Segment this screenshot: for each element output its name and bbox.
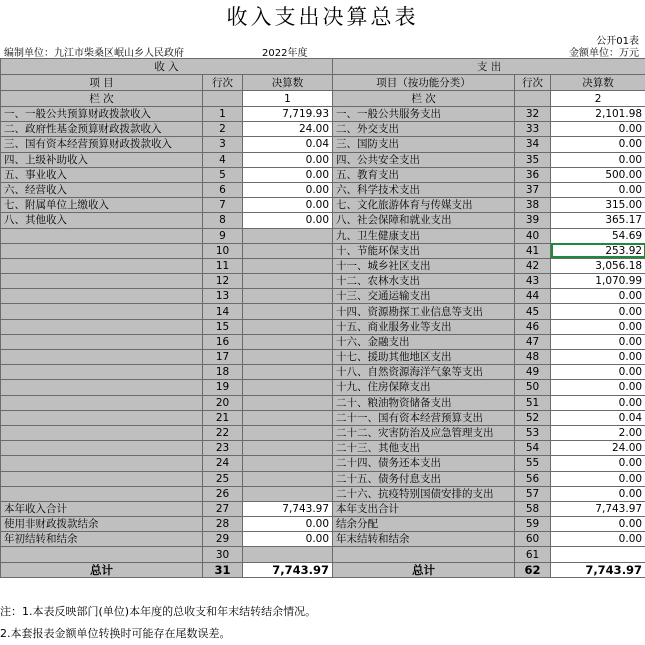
expense-row-no-cell[interactable]: 50 <box>515 380 551 395</box>
income-item-cell[interactable] <box>1 486 203 501</box>
expense-amount-cell[interactable]: 0.00 <box>551 365 645 380</box>
expense-item-cell[interactable]: 七、文化旅游体育与传媒支出 <box>333 198 515 213</box>
table-row <box>1 182 645 197</box>
expense-item-cell[interactable]: 十一、城乡社区支出 <box>333 258 515 273</box>
income-amount-cell[interactable] <box>243 380 333 395</box>
income-row-no-cell[interactable]: 8 <box>203 213 243 228</box>
expense-item-cell[interactable]: 十五、商业服务业等支出 <box>333 319 515 334</box>
income-row-no-cell[interactable]: 12 <box>203 274 243 289</box>
expense-amount-cell[interactable]: 7,743.97 <box>551 562 645 577</box>
income-row-no-cell[interactable]: 2 <box>203 122 243 137</box>
expense-row-no-header: 行次 <box>515 75 551 91</box>
income-row-no-cell[interactable]: 13 <box>203 289 243 304</box>
table-row <box>1 456 645 471</box>
expense-amount-cell[interactable]: 0.00 <box>551 471 645 486</box>
expense-row-no-cell[interactable]: 41 <box>515 243 551 258</box>
income-row-no-cell[interactable]: 27 <box>203 501 243 516</box>
income-row-no-cell[interactable]: 29 <box>203 532 243 547</box>
income-item-cell[interactable] <box>1 350 203 365</box>
income-row-no-cell[interactable]: 9 <box>203 228 243 243</box>
income-item-cell[interactable]: 年初结转和结余 <box>1 532 203 547</box>
table-row <box>1 410 645 425</box>
expense-row-no-cell[interactable]: 38 <box>515 198 551 213</box>
income-item-cell[interactable]: 四、上级补助收入 <box>1 152 203 167</box>
income-row-no-cell[interactable]: 4 <box>203 152 243 167</box>
expense-amount-cell[interactable]: 0.00 <box>551 486 645 501</box>
table-row <box>1 562 645 577</box>
income-item-header: 项 目 <box>1 75 203 91</box>
table-row <box>1 441 645 456</box>
income-item-cell[interactable] <box>1 380 203 395</box>
expense-item-cell[interactable]: 十、节能环保支出 <box>333 243 515 258</box>
expense-amount-cell[interactable]: 3,056.18 <box>551 258 645 273</box>
table-row <box>1 334 645 349</box>
expense-item-cell[interactable]: 八、社会保障和就业支出 <box>333 213 515 228</box>
income-item-cell[interactable] <box>1 425 203 440</box>
expense-amount-cell[interactable]: 253.92 <box>551 243 645 258</box>
income-item-cell[interactable] <box>1 456 203 471</box>
income-amount-cell[interactable]: 7,743.97 <box>243 562 333 577</box>
income-amount-cell[interactable]: 7,743.97 <box>243 501 333 516</box>
table-row <box>1 137 645 152</box>
table-row <box>1 486 645 501</box>
income-row-no-cell[interactable]: 10 <box>203 243 243 258</box>
income-item-cell[interactable] <box>1 243 203 258</box>
expense-row-no-cell[interactable]: 36 <box>515 167 551 182</box>
table-row <box>1 258 645 273</box>
expense-item-cell[interactable]: 二十六、抗疫特别国债安排的支出 <box>333 486 515 501</box>
income-amount-cell[interactable]: 0.00 <box>243 182 333 197</box>
expense-row-no-cell[interactable]: 54 <box>515 441 551 456</box>
income-item-cell[interactable]: 六、经营收入 <box>1 182 203 197</box>
table-row <box>1 107 645 122</box>
income-row-no-cell[interactable]: 19 <box>203 380 243 395</box>
income-row-no-cell[interactable]: 24 <box>203 456 243 471</box>
expense-amount-cell[interactable]: 0.00 <box>551 395 645 410</box>
table-row <box>1 471 645 486</box>
expense-row-no-cell[interactable]: 57 <box>515 486 551 501</box>
income-amount-cell[interactable] <box>243 289 333 304</box>
expense-lanci-empty <box>515 91 551 107</box>
expense-item-cell[interactable]: 二、外交支出 <box>333 122 515 137</box>
expense-amount-cell[interactable]: 0.00 <box>551 289 645 304</box>
table-row <box>1 213 645 228</box>
income-amount-cell[interactable] <box>243 547 333 562</box>
footnote-2: 2.本套报表金额单位转换时可能存在尾数误差。 <box>0 623 316 645</box>
income-item-cell[interactable] <box>1 365 203 380</box>
income-amount-cell[interactable] <box>243 395 333 410</box>
currency-unit: 金额单位：万元 <box>569 44 639 59</box>
expense-item-cell[interactable]: 二十二、灾害防治及应急管理支出 <box>333 425 515 440</box>
expense-row-no-cell[interactable]: 47 <box>515 334 551 349</box>
expense-row-no-cell[interactable]: 62 <box>515 562 551 577</box>
expense-amount-cell[interactable]: 2.00 <box>551 425 645 440</box>
expense-amount-cell[interactable]: 24.00 <box>551 441 645 456</box>
table-row <box>1 365 645 380</box>
income-amount-cell[interactable]: 0.00 <box>243 532 333 547</box>
income-amount-cell[interactable] <box>243 365 333 380</box>
expense-item-cell[interactable]: 本年支出合计 <box>333 501 515 516</box>
income-amount-cell[interactable]: 0.04 <box>243 137 333 152</box>
income-row-no-cell[interactable]: 3 <box>203 137 243 152</box>
income-item-cell[interactable] <box>1 228 203 243</box>
expense-item-cell[interactable]: 二十一、国有资本经营预算支出 <box>333 410 515 425</box>
expense-item-cell[interactable]: 十二、农林水支出 <box>333 274 515 289</box>
income-row-no-header: 行次 <box>203 75 243 91</box>
expense-item-cell[interactable]: 十六、金融支出 <box>333 334 515 349</box>
expense-row-no-cell[interactable]: 48 <box>515 350 551 365</box>
income-item-cell[interactable]: 八、其他收入 <box>1 213 203 228</box>
income-amount-cell[interactable] <box>243 350 333 365</box>
income-item-cell[interactable] <box>1 319 203 334</box>
table-row <box>1 350 645 365</box>
expense-amount-cell[interactable]: 7,743.97 <box>551 501 645 516</box>
expense-amount-cell[interactable]: 0.00 <box>551 122 645 137</box>
table-row <box>1 152 645 167</box>
income-amount-cell[interactable] <box>243 486 333 501</box>
income-amount-cell[interactable] <box>243 456 333 471</box>
expense-amount-cell[interactable]: 0.00 <box>551 380 645 395</box>
expense-item-cell[interactable]: 十八、自然资源海洋气象等支出 <box>333 365 515 380</box>
expense-row-no-cell[interactable]: 53 <box>515 425 551 440</box>
expense-row-no-cell[interactable]: 40 <box>515 228 551 243</box>
expense-row-no-cell[interactable]: 35 <box>515 152 551 167</box>
income-amount-header: 决算数 <box>243 75 333 91</box>
income-amount-cell[interactable]: 0.00 <box>243 213 333 228</box>
report-year: 2022年度 <box>262 44 307 59</box>
expense-row-no-cell[interactable]: 43 <box>515 274 551 289</box>
income-row-no-cell[interactable]: 15 <box>203 319 243 334</box>
income-item-cell[interactable] <box>1 395 203 410</box>
table-row <box>1 532 645 547</box>
income-item-cell[interactable] <box>1 289 203 304</box>
income-row-no-cell[interactable]: 31 <box>203 562 243 577</box>
income-amount-cell[interactable] <box>243 410 333 425</box>
income-amount-cell[interactable]: 0.00 <box>243 167 333 182</box>
table-row <box>1 122 645 137</box>
income-amount-cell[interactable]: 24.00 <box>243 122 333 137</box>
expense-amount-cell[interactable]: 54.69 <box>551 228 645 243</box>
income-row-no-cell[interactable]: 28 <box>203 517 243 532</box>
income-row-no-cell[interactable]: 7 <box>203 198 243 213</box>
income-row-no-cell[interactable]: 16 <box>203 334 243 349</box>
income-amount-cell[interactable] <box>243 334 333 349</box>
expense-amount-cell[interactable]: 0.00 <box>551 350 645 365</box>
income-column-number: 1 <box>243 91 333 107</box>
income-row-no-cell[interactable]: 20 <box>203 395 243 410</box>
expense-row-no-cell[interactable]: 49 <box>515 365 551 380</box>
expense-row-no-cell[interactable]: 56 <box>515 471 551 486</box>
income-amount-cell[interactable] <box>243 319 333 334</box>
expense-row-no-cell[interactable]: 42 <box>515 258 551 273</box>
expense-row-no-cell[interactable]: 46 <box>515 319 551 334</box>
report-title: 收入支出决算总表 <box>0 0 645 34</box>
income-row-no-cell[interactable]: 6 <box>203 182 243 197</box>
table-row <box>1 228 645 243</box>
expense-item-cell[interactable]: 六、科学技术支出 <box>333 182 515 197</box>
expense-row-no-cell[interactable]: 34 <box>515 137 551 152</box>
expense-row-no-cell[interactable]: 32 <box>515 107 551 122</box>
expense-row-no-cell[interactable]: 37 <box>515 182 551 197</box>
expense-item-cell[interactable]: 结余分配 <box>333 517 515 532</box>
expense-row-no-cell[interactable]: 33 <box>515 122 551 137</box>
expense-amount-cell[interactable]: 0.00 <box>551 532 645 547</box>
expense-row-no-cell[interactable]: 61 <box>515 547 551 562</box>
expense-amount-cell[interactable]: 315.00 <box>551 198 645 213</box>
income-amount-cell[interactable]: 0.00 <box>243 517 333 532</box>
table-row <box>1 274 645 289</box>
table-row <box>1 425 645 440</box>
income-row-no-cell[interactable]: 21 <box>203 410 243 425</box>
income-amount-cell[interactable] <box>243 228 333 243</box>
expense-amount-cell[interactable]: 0.00 <box>551 152 645 167</box>
income-item-cell[interactable]: 五、事业收入 <box>1 167 203 182</box>
income-amount-cell[interactable]: 0.00 <box>243 152 333 167</box>
income-row-no-cell[interactable]: 26 <box>203 486 243 501</box>
expense-item-cell[interactable]: 十七、援助其他地区支出 <box>333 350 515 365</box>
expense-item-cell[interactable]: 十九、住房保障支出 <box>333 380 515 395</box>
table-row <box>1 243 645 258</box>
income-item-cell[interactable]: 总计 <box>1 562 203 577</box>
expense-amount-cell[interactable]: 0.00 <box>551 137 645 152</box>
expense-item-cell[interactable]: 二十三、其他支出 <box>333 441 515 456</box>
expense-column-number: 2 <box>551 91 645 107</box>
expense-amount-cell[interactable]: 0.00 <box>551 304 645 319</box>
income-row-no-cell[interactable]: 18 <box>203 365 243 380</box>
expense-item-cell[interactable]: 十三、交通运输支出 <box>333 289 515 304</box>
table-row <box>1 319 645 334</box>
budget-table <box>0 58 645 578</box>
expense-amount-cell[interactable]: 2,101.98 <box>551 107 645 122</box>
expense-row-no-cell[interactable]: 58 <box>515 501 551 516</box>
income-row-no-cell[interactable]: 14 <box>203 304 243 319</box>
expense-item-cell[interactable]: 总计 <box>333 562 515 577</box>
income-row-no-cell[interactable]: 23 <box>203 441 243 456</box>
expense-row-no-cell[interactable]: 52 <box>515 410 551 425</box>
footnotes <box>0 601 316 645</box>
expense-item-cell[interactable]: 一、一般公共服务支出 <box>333 107 515 122</box>
income-item-cell[interactable]: 三、国有资本经营预算财政拨款收入 <box>1 137 203 152</box>
income-lanci-label: 栏 次 <box>1 91 203 107</box>
income-row-no-cell[interactable]: 30 <box>203 547 243 562</box>
income-row-no-cell[interactable]: 11 <box>203 258 243 273</box>
income-section-header: 收 入 <box>1 59 333 75</box>
expense-row-no-cell[interactable]: 51 <box>515 395 551 410</box>
expense-amount-cell[interactable]: 1,070.99 <box>551 274 645 289</box>
expense-item-cell[interactable]: 二十四、债务还本支出 <box>333 456 515 471</box>
income-row-no-cell[interactable]: 22 <box>203 425 243 440</box>
income-row-no-cell[interactable]: 17 <box>203 350 243 365</box>
expense-amount-cell[interactable]: 0.00 <box>551 319 645 334</box>
table-row <box>1 547 645 562</box>
footnote-1: 注：1.本表反映部门(单位)本年度的总收支和年末结转结余情况。 <box>0 601 316 623</box>
expense-item-cell[interactable]: 三、国防支出 <box>333 137 515 152</box>
expense-row-no-cell[interactable]: 45 <box>515 304 551 319</box>
income-amount-cell[interactable] <box>243 471 333 486</box>
expense-item-cell[interactable]: 五、教育支出 <box>333 167 515 182</box>
expense-item-cell[interactable] <box>333 547 515 562</box>
expense-amount-cell[interactable]: 0.00 <box>551 517 645 532</box>
income-amount-cell[interactable]: 7,719.93 <box>243 107 333 122</box>
expense-item-header: 项目（按功能分类） <box>333 75 515 91</box>
income-item-cell[interactable]: 一、一般公共预算财政拨款收入 <box>1 107 203 122</box>
income-item-cell[interactable] <box>1 441 203 456</box>
table-row <box>1 380 645 395</box>
income-item-cell[interactable]: 七、附属单位上缴收入 <box>1 198 203 213</box>
income-amount-cell[interactable] <box>243 274 333 289</box>
table-row <box>1 517 645 532</box>
expense-item-cell[interactable]: 年末结转和结余 <box>333 532 515 547</box>
expense-row-no-cell[interactable]: 39 <box>515 213 551 228</box>
expense-row-no-cell[interactable]: 55 <box>515 456 551 471</box>
expense-row-no-cell[interactable]: 44 <box>515 289 551 304</box>
form-code: 公开01表 <box>596 32 639 47</box>
income-item-cell[interactable] <box>1 304 203 319</box>
income-item-cell[interactable] <box>1 334 203 349</box>
expense-amount-cell[interactable]: 0.00 <box>551 182 645 197</box>
expense-section-header: 支 出 <box>333 59 645 75</box>
expense-amount-cell[interactable]: 0.04 <box>551 410 645 425</box>
income-row-no-cell[interactable]: 25 <box>203 471 243 486</box>
expense-amount-header: 决算数 <box>551 75 645 91</box>
income-item-cell[interactable] <box>1 471 203 486</box>
income-item-cell[interactable] <box>1 410 203 425</box>
income-amount-cell[interactable] <box>243 441 333 456</box>
income-amount-cell[interactable] <box>243 243 333 258</box>
expense-row-no-cell[interactable]: 60 <box>515 532 551 547</box>
expense-item-cell[interactable]: 二十、粮油物资储备支出 <box>333 395 515 410</box>
income-amount-cell[interactable] <box>243 258 333 273</box>
income-amount-cell[interactable] <box>243 304 333 319</box>
expense-item-cell[interactable]: 九、卫生健康支出 <box>333 228 515 243</box>
compiling-unit: 编制单位：九江市柴桑区岷山乡人民政府 <box>4 44 184 59</box>
table-row <box>1 198 645 213</box>
table-row <box>1 501 645 516</box>
income-amount-cell[interactable]: 0.00 <box>243 198 333 213</box>
expense-amount-cell[interactable]: 0.00 <box>551 334 645 349</box>
table-row <box>1 395 645 410</box>
expense-amount-cell[interactable]: 500.00 <box>551 167 645 182</box>
expense-item-cell[interactable]: 四、公共安全支出 <box>333 152 515 167</box>
income-amount-cell[interactable] <box>243 425 333 440</box>
expense-item-cell[interactable]: 二十五、债务付息支出 <box>333 471 515 486</box>
expense-amount-cell[interactable] <box>551 547 645 562</box>
income-item-cell[interactable] <box>1 258 203 273</box>
table-row <box>1 304 645 319</box>
income-row-no-cell[interactable]: 1 <box>203 107 243 122</box>
expense-item-cell[interactable]: 十四、资源勘探工业信息等支出 <box>333 304 515 319</box>
table-row <box>1 289 645 304</box>
income-lanci-empty <box>203 91 243 107</box>
expense-row-no-cell[interactable]: 59 <box>515 517 551 532</box>
expense-amount-cell[interactable]: 365.17 <box>551 213 645 228</box>
income-item-cell[interactable]: 本年收入合计 <box>1 501 203 516</box>
income-item-cell[interactable]: 使用非财政拨款结余 <box>1 517 203 532</box>
income-item-cell[interactable]: 二、政府性基金预算财政拨款收入 <box>1 122 203 137</box>
income-row-no-cell[interactable]: 5 <box>203 167 243 182</box>
table-row <box>1 167 645 182</box>
income-item-cell[interactable] <box>1 274 203 289</box>
income-item-cell[interactable] <box>1 547 203 562</box>
expense-lanci-label: 栏 次 <box>333 91 515 107</box>
expense-amount-cell[interactable]: 0.00 <box>551 456 645 471</box>
